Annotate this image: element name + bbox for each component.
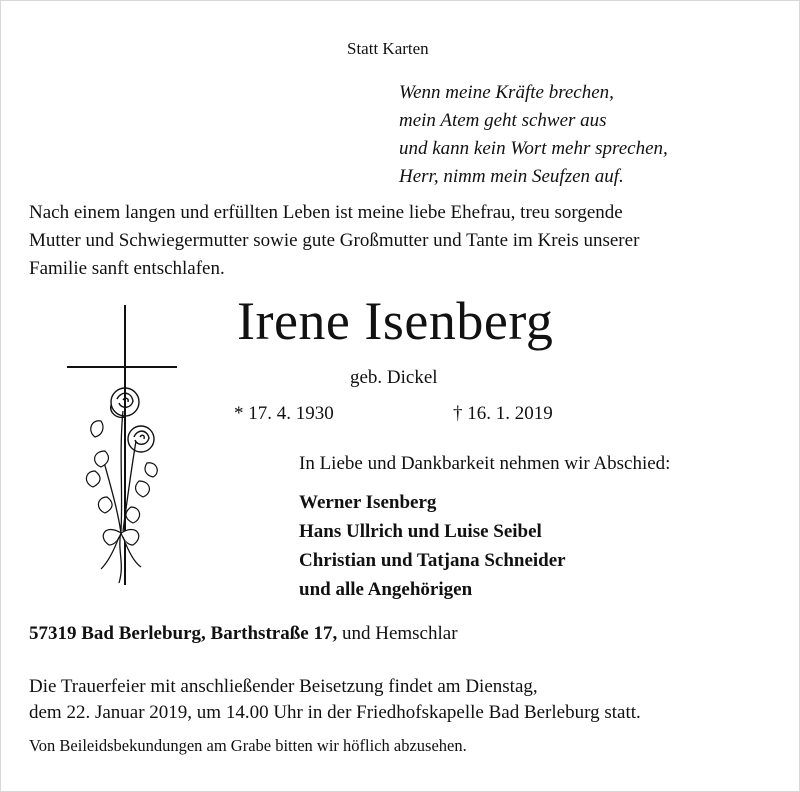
poem-line: Wenn meine Kräfte brechen, <box>399 82 614 103</box>
funeral-line: dem 22. Januar 2019, um 14.00 Uhr in der Friedhofskapelle Bad Berleburg statt. <box>29 702 641 723</box>
funeral-info <box>29 674 641 726</box>
family-address <box>29 623 458 645</box>
death-date: † 16. 1. 2019 <box>453 403 553 424</box>
header-note: Statt Karten <box>347 39 429 58</box>
mourner-name: Hans Ullrich und Luise Seibel <box>299 521 542 542</box>
poem-line: mein Atem geht schwer aus <box>399 110 607 131</box>
birth-date: * 17. 4. 1930 <box>234 403 334 424</box>
poem-line: und kann kein Wort mehr sprechen, <box>399 138 668 159</box>
mourner-name: Christian und Tatjana Schneider <box>299 550 566 571</box>
intro-paragraph <box>29 199 639 283</box>
condolence-note: Von Beileidsbekundungen am Grabe bitten wir höflich abzusehen. <box>29 736 467 755</box>
address-street: 57319 Bad Berleburg, Barthstraße 17, <box>29 623 338 644</box>
address-locality: und Hemschlar <box>337 623 458 644</box>
mourner-name: und alle Angehörigen <box>299 579 473 600</box>
deceased-name: Irene Isenberg <box>237 291 554 351</box>
funeral-line: Die Trauerfeier mit anschließender Beisetzung findet am Dienstag, <box>29 676 538 697</box>
mourners-list <box>299 488 566 604</box>
cross-with-roses-icon <box>61 301 185 591</box>
intro-line: Nach einem langen und erfüllten Leben ist meine liebe Ehefrau, treu sorgende <box>29 202 623 223</box>
poem-verse <box>399 79 668 191</box>
intro-line: Familie sanft entschlafen. <box>29 258 225 279</box>
farewell-line: In Liebe und Dankbarkeit nehmen wir Abschied: <box>299 453 671 474</box>
mourner-name: Werner Isenberg <box>299 492 437 513</box>
intro-line: Mutter und Schwiegermutter sowie gute Großmutter und Tante im Kreis unserer <box>29 230 640 251</box>
maiden-name: geb. Dickel <box>350 367 438 388</box>
poem-line: Herr, nimm mein Seufzen auf. <box>399 166 624 187</box>
